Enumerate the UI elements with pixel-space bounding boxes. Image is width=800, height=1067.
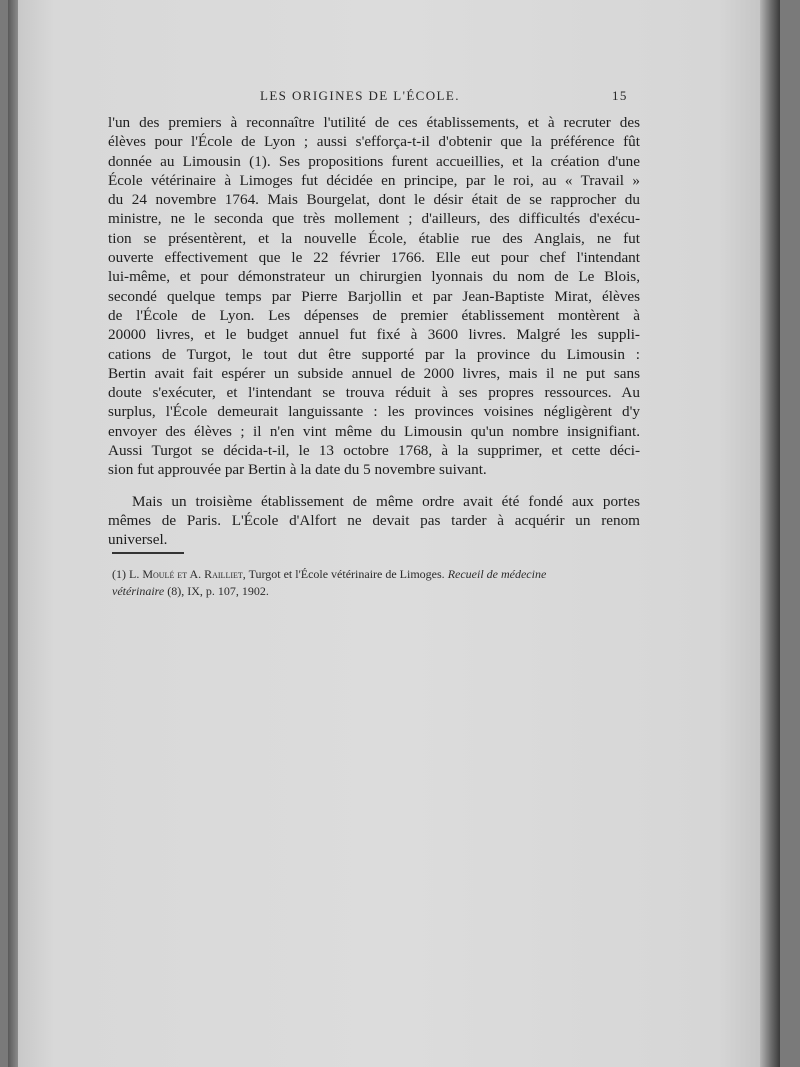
- footnote: [112, 566, 652, 600]
- text-line: Bertin avait fait espérer un subside annuel de 2000 livres, mais il ne put sans: [108, 364, 640, 382]
- text-line: secondé quelque temps par Pierre Barjollin et par Jean-Baptiste Mirat, élèves: [108, 287, 640, 305]
- paragraph-2: [108, 492, 640, 550]
- body-text: [108, 113, 640, 550]
- text-line: l'un des premiers à reconnaître l'utilité de ces établissements, et à recruter des: [108, 114, 640, 131]
- footnote-citation: (8), IX, p. 107, 1902.: [167, 584, 269, 598]
- text-line: donnée au Limousin (1). Ses propositions furent accueillies, et la création d'une: [108, 152, 640, 170]
- page-spine-shadow: [8, 0, 18, 1067]
- text-line: ministre, ne le seconda que très mollement ; d'ailleurs, des difficultés d'exécu-: [108, 210, 640, 228]
- book-page: [8, 0, 780, 1067]
- text-line: lui-même, et pour démonstrateur un chirurgien lyonnais du nom de Le Blois,: [108, 268, 640, 286]
- text-line: ouverte effectivement que le 22 février 1766. Elle eut pour chef l'intendant: [108, 249, 640, 267]
- footnote-line: [112, 583, 652, 600]
- footnote-line: [112, 566, 652, 583]
- text-line: surplus, l'École demeurait languissante : les provinces voisines négligèrent d'y: [108, 403, 640, 421]
- text-line: élèves pour l'École de Lyon ; aussi s'efforça-t-il d'obtenir que la préférence fût: [108, 133, 640, 151]
- running-title: LES ORIGINES DE L'ÉCOLE.: [260, 88, 460, 103]
- text-line: du 24 novembre 1764. Mais Bourgelat, dont le désir était de se rapprocher du: [108, 191, 640, 209]
- page-number: 15: [612, 88, 628, 103]
- text-line: mêmes de Paris. L'École d'Alfort ne devait pas tarder à acquérir un renom: [108, 511, 640, 529]
- footnote-marker: (1): [112, 567, 126, 581]
- text-line: cations de Turgot, le tout dut être supporté par la province du Limousin :: [108, 345, 640, 363]
- footnote-title: Turgot et l'École vétérinaire de Limoges.: [248, 567, 445, 581]
- page-edge-shadow: [760, 0, 780, 1067]
- text-line: doute s'exécuter, et l'intendant se trouva réduit à ses propres ressources. Au: [108, 384, 640, 402]
- text-line: universel.: [108, 531, 168, 549]
- text-line: Mais un troisième établissement de même ordre avait été fondé aux portes: [132, 492, 640, 510]
- footnote-authors: L. Moulé et A. Railliet,: [129, 567, 246, 581]
- footnote-journal: Recueil de médecine: [447, 567, 547, 581]
- paragraph-1: [108, 113, 640, 480]
- running-header: [8, 88, 780, 108]
- text-line: École vétérinaire à Limoges fut décidée en principe, par le roi, au « Travail »: [108, 171, 640, 189]
- text-line: envoyer des élèves ; il n'en vint même du Limousin qu'un nombre insignifiant.: [108, 422, 640, 440]
- footnote-journal-cont: vétérinaire: [112, 584, 165, 598]
- text-line: 20000 livres, et le budget annuel fut fixé à 3600 livres. Malgré les suppli-: [108, 326, 640, 344]
- text-line: tion se présentèrent, et la nouvelle École, établie rue des Anglais, ne fut: [108, 229, 640, 247]
- footnote-separator: [112, 552, 184, 554]
- text-line: de l'École de Lyon. Les dépenses de premier établissement montèrent à: [108, 306, 640, 324]
- text-line: sion fut approuvée par Bertin à la date du 5 novembre suivant.: [108, 461, 487, 479]
- text-line: Aussi Turgot se décida-t-il, le 13 octobre 1768, à la supprimer, et cette déci-: [108, 442, 640, 460]
